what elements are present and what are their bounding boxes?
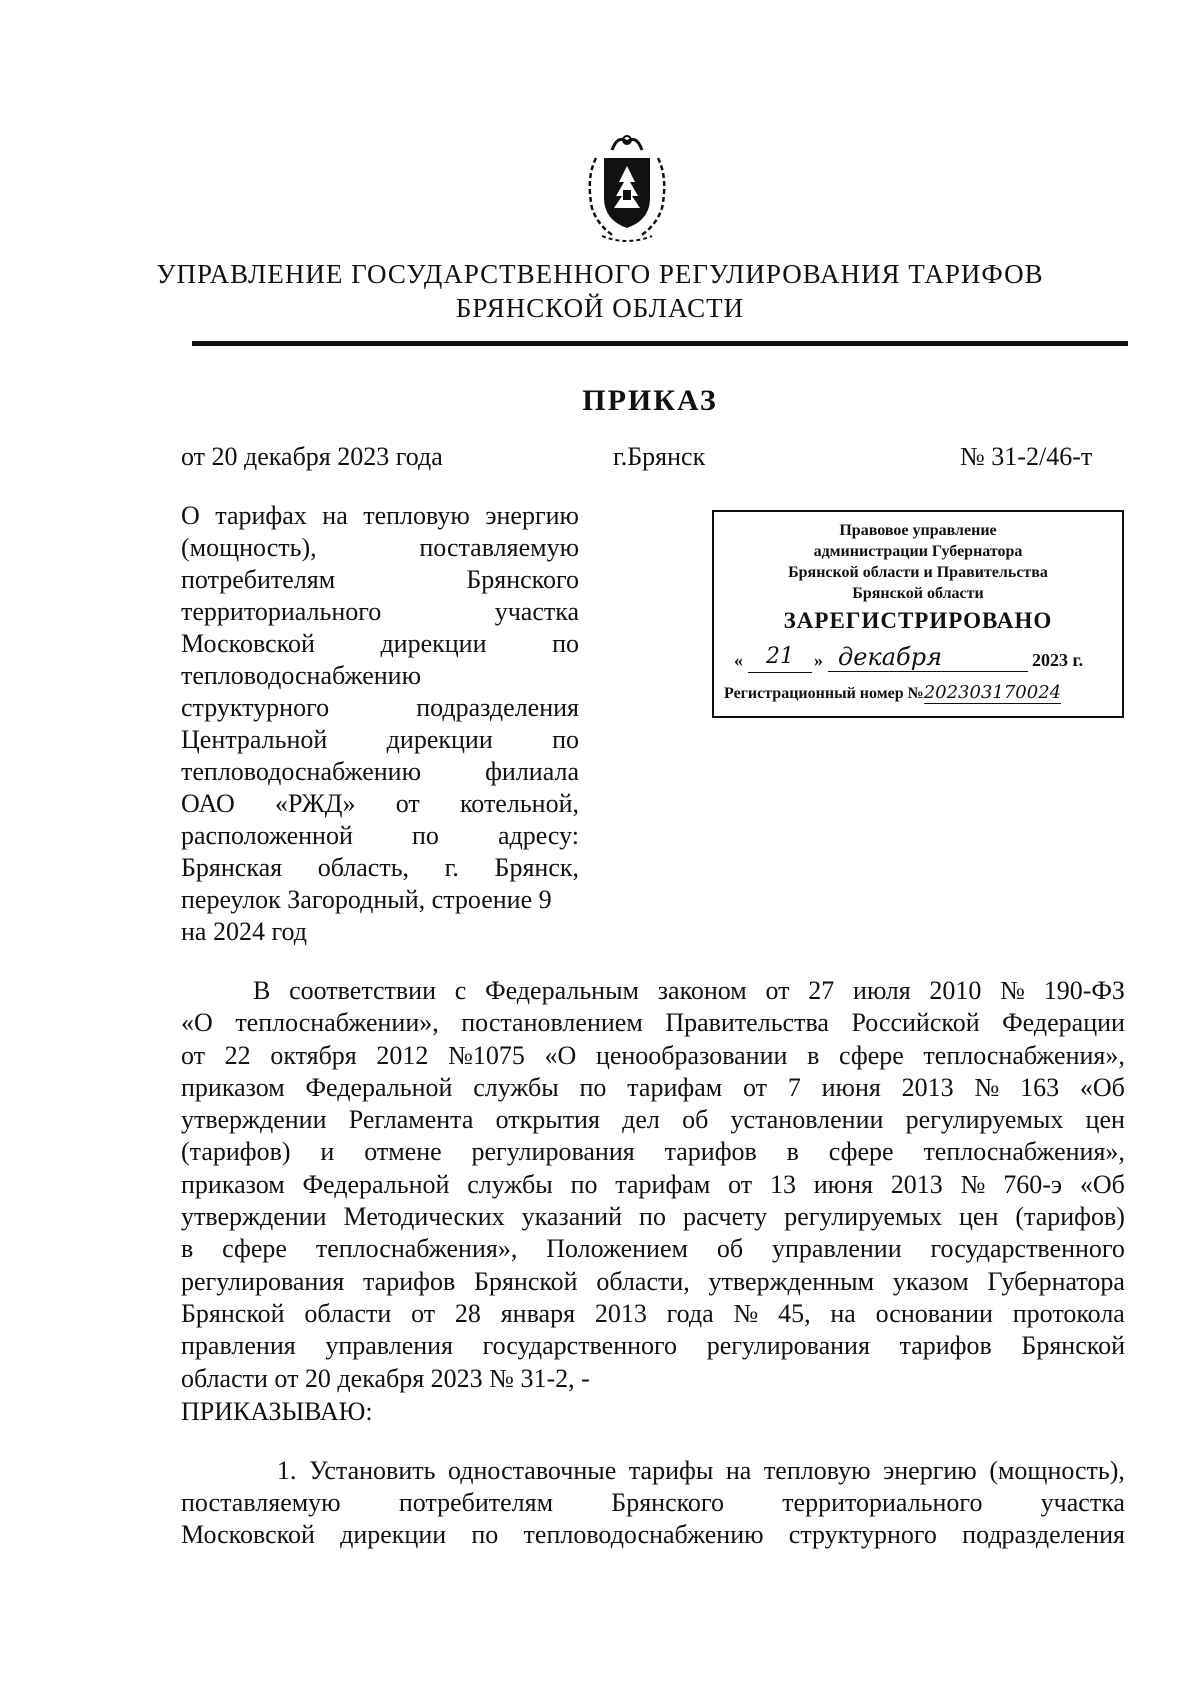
word: цен — [1085, 1105, 1125, 1135]
word: расчету — [682, 1202, 768, 1232]
word: территориального — [782, 1488, 983, 1517]
word: адресу: — [497, 821, 579, 850]
text-line — [181, 916, 579, 948]
order-date: от 20 декабря 2023 года — [181, 442, 443, 471]
text-line — [181, 596, 579, 628]
coat-of-arms-icon — [572, 128, 682, 248]
word: июня — [821, 1072, 881, 1102]
word: «О — [181, 1008, 213, 1038]
word: г. — [444, 853, 459, 882]
word: законом — [657, 976, 747, 1005]
word: отмене — [364, 1137, 442, 1167]
preamble-paragraph — [181, 975, 1125, 1395]
text-line — [181, 820, 579, 852]
text-line — [181, 1519, 1125, 1551]
word: 45, — [778, 1298, 811, 1328]
word: Федерации — [1002, 1008, 1125, 1038]
stamp-reg-number: 202303170024 — [923, 682, 1062, 703]
word: на — [322, 501, 348, 530]
word: филиала — [485, 757, 579, 786]
word: Федеральной — [302, 1169, 450, 1199]
stamp-year: 2023 г. — [1032, 650, 1084, 670]
word: теплоснабжении», — [235, 1008, 439, 1038]
text-line — [181, 532, 579, 564]
word: с — [454, 976, 467, 1005]
word: расположенной — [181, 821, 353, 850]
word: Брянской — [181, 1298, 285, 1328]
text-line — [181, 1040, 1125, 1072]
word: июля — [853, 976, 911, 1005]
stamp-line-4: Брянской области — [852, 585, 984, 602]
text-line — [181, 1104, 1125, 1136]
word: Брянской — [474, 1266, 578, 1296]
word: основании — [875, 1298, 993, 1328]
word: указаний — [521, 1202, 622, 1232]
word: 2013 — [890, 1169, 943, 1199]
word: цен — [958, 1202, 999, 1232]
word: Методических — [343, 1202, 505, 1232]
header-divider — [192, 341, 1128, 346]
organization-name-line-1: УПРАВЛЕНИЕ ГОСУДАРСТВЕННОГО РЕГУЛИРОВАНИЯ ТАРИФОВ — [156, 259, 1044, 289]
text-line — [181, 788, 579, 820]
word: №1075 — [448, 1040, 525, 1070]
word: по — [411, 821, 439, 850]
word: 190-ФЗ — [1043, 976, 1125, 1005]
stamp-day: 21 — [748, 644, 812, 673]
word: Брянской — [1021, 1331, 1125, 1361]
word: В — [253, 976, 271, 1005]
word: «Об — [1079, 1169, 1125, 1199]
word: О — [181, 501, 200, 530]
word: тарифов — [664, 1137, 757, 1167]
word: поставляемую — [181, 1488, 341, 1517]
word: на — [725, 1456, 752, 1485]
word: территориального — [181, 597, 382, 626]
word: сфере — [828, 1137, 894, 1167]
text-line — [181, 1266, 1125, 1298]
word: переулок Загородный, строение 9 — [181, 885, 552, 914]
word: участка — [494, 597, 579, 626]
word: управления — [325, 1331, 454, 1361]
word: Федеральной — [305, 1072, 453, 1102]
text-line — [181, 1201, 1125, 1233]
word: регулируемых — [905, 1105, 1064, 1135]
word: тарифам — [627, 1072, 723, 1102]
word: Брянская — [181, 853, 283, 882]
word: Брянск, — [494, 853, 579, 882]
word: Регламента — [348, 1105, 474, 1135]
order-subject — [181, 500, 579, 948]
word: протокола — [1012, 1298, 1125, 1328]
word: в — [807, 1040, 820, 1070]
text-line — [181, 564, 579, 596]
text-line — [181, 1072, 1125, 1104]
text-line — [181, 660, 579, 692]
word: по — [570, 1169, 598, 1199]
text-line — [181, 1455, 1125, 1487]
stamp-line-2: администрации Губернатора — [813, 543, 1023, 560]
stamp-month: декабря — [828, 644, 1028, 672]
word: области — [304, 1298, 392, 1328]
word: подразделения — [962, 1520, 1125, 1549]
word: тарифов — [899, 1331, 992, 1361]
word: 2013 — [594, 1298, 647, 1328]
word: указом — [892, 1266, 969, 1296]
word: Положением — [546, 1234, 688, 1264]
word: регулирования — [706, 1331, 870, 1361]
word: подразделения — [416, 693, 579, 722]
word: одноставочные — [448, 1456, 617, 1485]
word: об — [716, 1234, 744, 1264]
word: (мощность), — [989, 1456, 1125, 1485]
word: по — [471, 1520, 499, 1549]
word: от — [181, 1040, 206, 1070]
word: № — [974, 1072, 1000, 1102]
word: энергию — [485, 501, 579, 530]
word: на 2024 год — [181, 917, 307, 946]
stamp-date — [728, 644, 1112, 676]
text-line — [181, 692, 579, 724]
text-line — [181, 884, 579, 916]
word: Брянского — [611, 1488, 724, 1517]
word: тепловодоснабжению — [181, 661, 422, 690]
word: ОАО — [181, 789, 235, 818]
word: сфере — [838, 1040, 904, 1070]
word: 760-э — [1003, 1169, 1063, 1199]
word: Федеральным — [485, 976, 640, 1005]
word: 2012 — [376, 1040, 429, 1070]
text-line — [181, 1007, 1125, 1039]
stamp-line-3: Брянской области и Правительства — [788, 564, 1048, 581]
word: 163 — [1020, 1072, 1060, 1102]
stamp-open-quote: « — [734, 650, 743, 670]
word: № — [733, 1298, 759, 1328]
word: соответствии — [289, 976, 437, 1005]
word: утвержденным — [708, 1266, 875, 1296]
word: открытия — [495, 1105, 600, 1135]
word: по — [552, 629, 579, 658]
word: участка — [1040, 1488, 1125, 1517]
word: службы — [467, 1169, 553, 1199]
word: «О — [544, 1040, 577, 1070]
stamp-registered: ЗАРЕГИСТРИРОВАНО — [783, 608, 1053, 633]
word: от — [411, 1298, 436, 1328]
word: дирекции — [386, 725, 493, 754]
word: июня — [813, 1169, 873, 1199]
word: области, — [596, 1266, 690, 1296]
word: регулирования — [181, 1266, 345, 1296]
word: № — [1000, 976, 1025, 1005]
word: года — [666, 1298, 714, 1328]
stamp-line-1: Правовое управление — [839, 522, 997, 539]
word: «Об — [1079, 1072, 1125, 1102]
word: приказом — [181, 1072, 285, 1102]
word: котельной, — [459, 789, 579, 818]
word: в — [786, 1137, 799, 1167]
word: 27 — [808, 976, 835, 1005]
word: Правительства — [665, 1008, 829, 1038]
text-line — [181, 1136, 1125, 1168]
word: правления — [181, 1331, 296, 1361]
word: Московской — [181, 1520, 315, 1549]
text-line — [181, 1330, 1125, 1362]
word: утверждении — [181, 1105, 327, 1135]
word: ценообразовании — [595, 1040, 788, 1070]
word: область, — [317, 853, 410, 882]
word: дирекции — [380, 629, 487, 658]
word: постановлением — [461, 1008, 643, 1038]
word: Центральной — [181, 725, 328, 754]
word: тепловодоснабжению — [523, 1520, 764, 1549]
text-line — [181, 852, 579, 884]
word: 13 — [769, 1169, 796, 1199]
word: теплоснабжения», — [315, 1234, 518, 1264]
word: 7 — [787, 1072, 801, 1102]
word: области от 20 декабря 2023 № 31-2, - — [181, 1363, 590, 1393]
word: Установить — [309, 1456, 436, 1485]
order-city: г.Брянск — [613, 442, 706, 471]
word: потребителям — [398, 1488, 554, 1517]
word: (тарифов) — [1015, 1202, 1125, 1232]
registration-stamp — [712, 510, 1124, 718]
text-line — [181, 756, 579, 788]
word: установлении — [730, 1105, 884, 1135]
word: «РЖД» — [274, 789, 356, 818]
word: 1. — [277, 1456, 297, 1485]
word: государственного — [482, 1331, 678, 1361]
word: 28 — [454, 1298, 481, 1328]
word: регулирования — [471, 1137, 635, 1167]
word: 2013 — [901, 1072, 954, 1102]
word: Брянского — [466, 565, 579, 594]
word: структурного — [181, 693, 330, 722]
word: тепловую — [363, 501, 470, 530]
word: приказом — [181, 1169, 285, 1199]
organization-name-line-2: БРЯНСКОЙ ОБЛАСТИ — [455, 293, 745, 323]
word: по — [639, 1202, 666, 1232]
clause-1 — [181, 1455, 1125, 1551]
word: теплоснабжения», — [923, 1040, 1125, 1070]
word: тарифам — [615, 1169, 711, 1199]
word: Московской — [181, 629, 315, 658]
word: управлении — [771, 1234, 902, 1264]
word: тарифы — [628, 1456, 714, 1485]
word: потребителям — [181, 565, 336, 594]
word: дирекции — [340, 1520, 447, 1549]
word: тепловодоснабжению — [181, 757, 422, 786]
text-line — [181, 1233, 1125, 1265]
word: от — [743, 1072, 768, 1102]
word: 2010 — [929, 976, 982, 1005]
word: Губернатора — [987, 1266, 1125, 1296]
word: утверждении — [181, 1202, 327, 1232]
word: по — [552, 725, 579, 754]
word: об — [682, 1105, 709, 1135]
text-line — [181, 724, 579, 756]
word: государственного — [930, 1234, 1125, 1264]
word: 22 — [224, 1040, 251, 1070]
word: от — [765, 976, 790, 1005]
text-line — [181, 1298, 1125, 1330]
stamp-close-quote: » — [814, 650, 823, 670]
word: в — [181, 1234, 194, 1264]
word: регулируемых — [784, 1202, 942, 1232]
word: января — [500, 1298, 576, 1328]
stamp-reg-label: Регистрационный номер № — [724, 685, 924, 702]
stamp-registration-number — [724, 682, 1116, 703]
word: по — [579, 1072, 607, 1102]
word: (тарифов) — [181, 1137, 291, 1167]
word: тепловую — [763, 1456, 871, 1485]
word: Российской — [851, 1008, 980, 1038]
word: и — [320, 1137, 335, 1167]
word: дел — [622, 1105, 660, 1135]
word: структурного — [788, 1520, 937, 1549]
text-line — [181, 1363, 1125, 1395]
word: (мощность), — [181, 533, 317, 562]
order-word: ПРИКАЗЫВАЮ: — [181, 1397, 373, 1426]
word: энергию — [883, 1456, 977, 1485]
word: октября — [270, 1040, 357, 1070]
word: поставляемую — [419, 533, 579, 562]
word: № — [960, 1169, 986, 1199]
text-line — [181, 628, 579, 660]
word: от — [395, 789, 420, 818]
text-line — [181, 1487, 1125, 1519]
word: тарифах — [215, 501, 307, 530]
word: службы — [473, 1072, 559, 1102]
text-line — [181, 500, 579, 532]
word: от — [728, 1169, 753, 1199]
word: теплоснабжения», — [923, 1137, 1125, 1167]
text-line — [181, 1169, 1125, 1201]
order-number: № 31-2/46-т — [960, 442, 1093, 471]
word: на — [830, 1298, 856, 1328]
word: сфере — [222, 1234, 287, 1264]
word: тарифов — [362, 1266, 456, 1296]
document-title: ПРИКАЗ — [582, 384, 718, 417]
text-line — [181, 975, 1125, 1007]
